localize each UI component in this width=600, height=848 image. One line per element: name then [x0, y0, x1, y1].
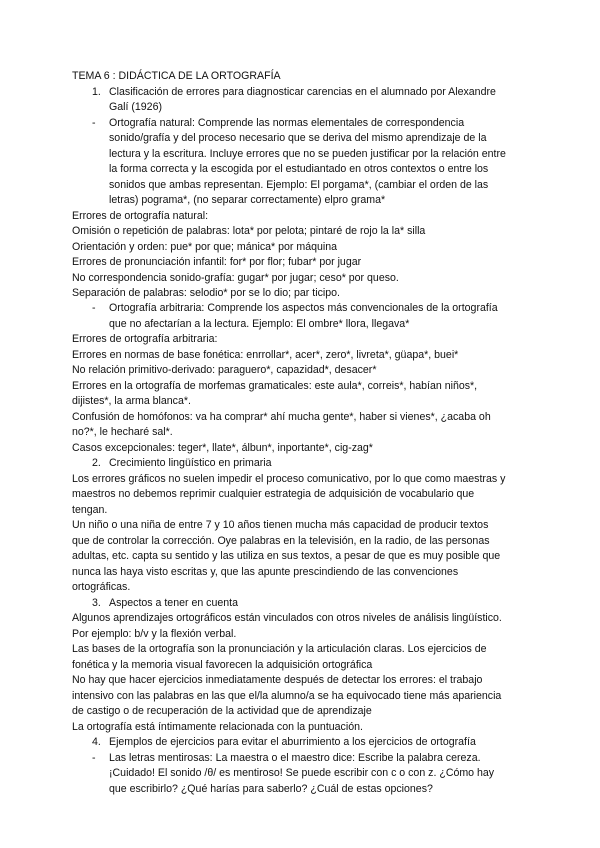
paragraph-line: dijistes*, la arma blanca*. [72, 395, 191, 407]
list-number: 3. [92, 597, 101, 609]
paragraph-line: la forma correcta y la escogida por el estudiantado en otros contextos o entre los [109, 163, 489, 175]
paragraph-line: Errores en la ortografía de morfemas gramaticales: este aula*, correis*, habían niños*, [72, 380, 478, 392]
paragraph-line: Separación de palabras: selodio* por se lo dio; par ticipo. [72, 287, 340, 299]
paragraph-line: Un niño o una niña de entre 7 y 10 años tienen mucha más capacidad de producir textos [72, 519, 489, 531]
bullet-dash: - [92, 117, 96, 129]
paragraph-line: Las bases de la ortografía son la pronunciación y la articulación claras. Los ejercicios de [72, 643, 487, 655]
section-heading: Galí (1926) [109, 101, 162, 113]
paragraph-line: intensivo con las palabras en las que el/la alumno/a se ha equivocado tiene más apariencia [72, 690, 502, 702]
section-heading: Clasificación de errores para diagnosticar carencias en el alumnado por Alexandre [109, 86, 496, 98]
bullet-dash: - [92, 752, 96, 764]
paragraph-line: No hay que hacer ejercicios inmediatamente después de detectar los errores: el trabajo [72, 674, 483, 686]
list-number: 2. [92, 457, 101, 469]
paragraph-line: Casos excepcionales: teger*, llate*, álbun*, inportante*, cig-zag* [72, 442, 373, 454]
paragraph-line: Errores en normas de base fonética: enrrollar*, acer*, zero*, livreta*, güapa*, buei* [72, 349, 459, 361]
paragraph-line: letras) pograma*, (no separar correctamente) elpro grama* [109, 194, 386, 206]
paragraph-line: que no afectarían a la lectura. Ejemplo: El ombre* llora, llegava* [109, 318, 410, 330]
paragraph-line: La ortografía está íntimamente relacionada con la puntuación. [72, 721, 363, 733]
page-title: TEMA 6 : DIDÁCTICA DE LA ORTOGRAFÍA [72, 70, 281, 82]
section-heading: Crecimiento lingüístico en primaria [109, 457, 272, 469]
paragraph-line: de castigo o de recuperación de la actividad que de aprendizaje [72, 705, 372, 717]
subheading: Errores de ortografía natural: [72, 210, 209, 222]
paragraph-line: Las letras mentirosas: La maestra o el maestro dice: Escribe la palabra cereza. [109, 752, 481, 764]
list-number: 1. [92, 86, 101, 98]
paragraph-line: nunca las haya visto escritas y, que las apunte prescindiendo de las convenciones [72, 566, 459, 578]
paragraph-line: Los errores gráficos no suelen impedir el proceso comunicativo, por lo que como maestras y [72, 473, 506, 485]
list-number: 4. [92, 736, 101, 748]
paragraph-line: ortográficas. [72, 581, 131, 593]
paragraph-line: maestros no debemos reprimir cualquier estrategia de adquisición de vocabulario que [72, 488, 475, 500]
paragraph-line: que escribirlo? ¿Qué harías para saberlo? ¿Cuál de estas opciones? [109, 783, 433, 795]
paragraph-line: sonidos que ambas representan. Ejemplo: El porgama*, (cambiar el orden de las [109, 179, 489, 191]
paragraph-line: sonido/grafía y del proceso necesario que se deriva del mismo aprendizaje de la [109, 132, 487, 144]
section-heading: Aspectos a tener en cuenta [109, 597, 238, 609]
paragraph-line: Ortografía natural: Comprende las normas elementales de correspondencia [109, 117, 465, 129]
paragraph-line: no?*, le hecharé sal*. [72, 426, 173, 438]
bullet-dash: - [92, 302, 96, 314]
paragraph-line: No correspondencia sonido-grafía: gugar* por jugar; ceso* por queso. [72, 272, 399, 284]
paragraph-line: Confusión de homófonos: va ha comprar* ahí mucha gente*, haber si vienes*, ¿acaba oh [72, 411, 491, 423]
paragraph-line: Omisión o repetición de palabras: lota* por pelota; pintaré de rojo la la* silla [72, 225, 426, 237]
paragraph-line: No relación primitivo-derivado: paraguero*, capazidad*, desacer* [72, 364, 377, 376]
subheading: Errores de ortografía arbitraria: [72, 333, 218, 345]
paragraph-line: lectura y la escritura. Incluye errores que no se pueden justificar por la relación entre [109, 148, 506, 160]
paragraph-line: tengan. [72, 504, 108, 516]
paragraph-line: Por ejemplo: b/v y la flexión verbal. [72, 628, 237, 640]
paragraph-line: Ortografía arbitraria: Comprende los aspectos más convencionales de la ortografía [109, 302, 498, 314]
paragraph-line: Orientación y orden: pue* por que; mánica* por máquina [72, 241, 338, 253]
section-heading: Ejemplos de ejercicios para evitar el aburrimiento a los ejercicios de ortografía [109, 736, 476, 748]
paragraph-line: Errores de pronunciación infantil: for* por flor; fubar* por jugar [72, 256, 362, 268]
paragraph-line: fonética y la memoria visual favorecen la adquisición ortográfica [72, 659, 373, 671]
paragraph-line: que de controlar la corrección. Oye palabras en la televisión, en la radio, de las personas [72, 535, 490, 547]
paragraph-line: Algunos aprendizajes ortográficos están vinculados con otros niveles de análisis lingüístico. [72, 612, 502, 624]
paragraph-line: adultas, etc. capta su sentido y las utiliza en sus textos, a pesar de que es muy posible que [72, 550, 501, 562]
paragraph-line: ¡Cuidado! El sonido /θ/ es mentiroso! Se puede escribir con c o con z. ¿Cómo hay [109, 767, 495, 779]
